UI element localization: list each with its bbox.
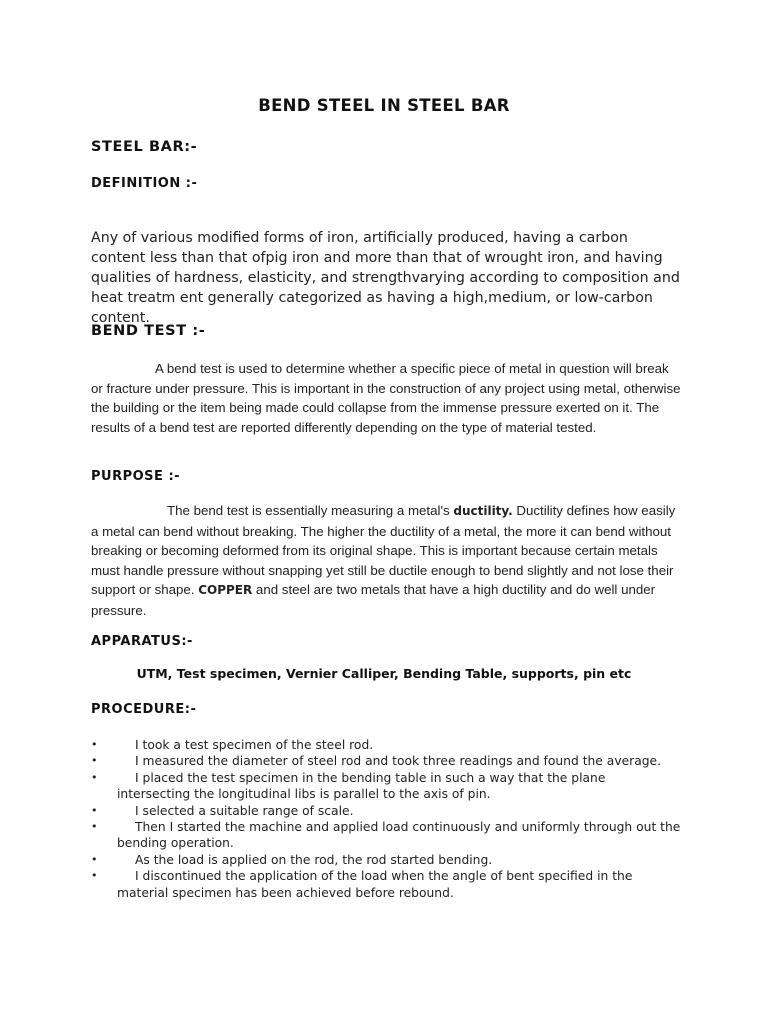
procedure-step-text: I measured the diameter of steel rod and took three readings and found the average. xyxy=(135,754,662,769)
definition-paragraph: Any of various modified forms of iron, artificially produced, having a carbon content less than that ofpig iron and more than that of wrought iron, and having qualities of hardness, elasticity, and strengthvarying according to composition and heat treatm ent generally categorized as having a high,medium, or low-carbon content. xyxy=(91,230,680,326)
procedure-step xyxy=(91,753,681,769)
procedure-step-text: I selected a suitable range of scale. xyxy=(135,803,354,818)
bullet-icon: • xyxy=(91,820,98,834)
procedure-list xyxy=(91,737,681,901)
document-title: BEND STEEL IN STEEL BAR xyxy=(258,96,510,115)
procedure-step xyxy=(91,803,681,819)
procedure-step xyxy=(91,868,681,901)
definition-heading: DEFINITION :- xyxy=(91,176,198,191)
apparatus-list: UTM, Test specimen, Vernier Calliper, Bending Table, supports, pin etc xyxy=(136,666,632,681)
purpose-text-3: and steel are two metals that have a high ductility and do well under pressure. xyxy=(91,582,656,618)
bend-test-text: A bend test is used to determine whether a specific piece of metal in question will break or fracture under pressure. This is important in the construction of any project using metal, otherwise the building or the item being made could collapse from the immense pressure exerted on it. The results of a bend test are reported differently depending on the type of material tested. xyxy=(91,361,681,435)
procedure-step-text: I discontinued the application of the load when the angle of bent specified in the material specimen has been achieved before rebound. xyxy=(117,869,633,900)
steel-bar-heading: STEEL BAR:- xyxy=(91,139,198,155)
purpose-text-1: The bend test is essentially measuring a metal's xyxy=(167,503,454,518)
bullet-icon: • xyxy=(91,852,98,866)
procedure-step xyxy=(91,770,681,803)
ductility-term: ductility. xyxy=(453,504,513,518)
apparatus-heading: APPARATUS:- xyxy=(91,634,193,649)
purpose-text-2: Ductility defines how easily a metal can bend without breaking. The higher the ductility of a metal, the more it can bend without breaking or becoming deformed from its original shape. This is important because certain metals must handle pressure without snapping yet still be ductile enough to bend slightly and not lose their support or shape. xyxy=(91,503,676,597)
procedure-step xyxy=(91,852,681,868)
copper-term: COPPER xyxy=(198,583,253,597)
procedure-step-text: Then I started the machine and applied load continuously and uniformly through out the bending operation. xyxy=(117,820,681,851)
purpose-paragraph xyxy=(91,501,681,620)
bullet-icon: • xyxy=(91,869,98,883)
procedure-step xyxy=(91,819,681,852)
procedure-step-text: I placed the test specimen in the bending table in such a way that the plane intersecting the longitudinal libs is parallel to the axis of pin. xyxy=(117,770,606,802)
bullet-icon: • xyxy=(91,738,98,751)
bullet-icon: • xyxy=(91,770,98,784)
procedure-heading: PROCEDURE:- xyxy=(91,702,197,717)
bullet-icon: • xyxy=(91,803,98,817)
purpose-heading: PURPOSE :- xyxy=(91,469,181,484)
procedure-step-text: As the load is applied on the rod, the rod started bending. xyxy=(135,852,493,867)
bend-test-heading: BEND TEST :- xyxy=(91,323,206,339)
bend-test-paragraph xyxy=(91,359,681,437)
bullet-icon: • xyxy=(91,754,98,768)
procedure-step-text: I took a test specimen of the steel rod. xyxy=(135,738,374,752)
procedure-step xyxy=(91,737,681,753)
